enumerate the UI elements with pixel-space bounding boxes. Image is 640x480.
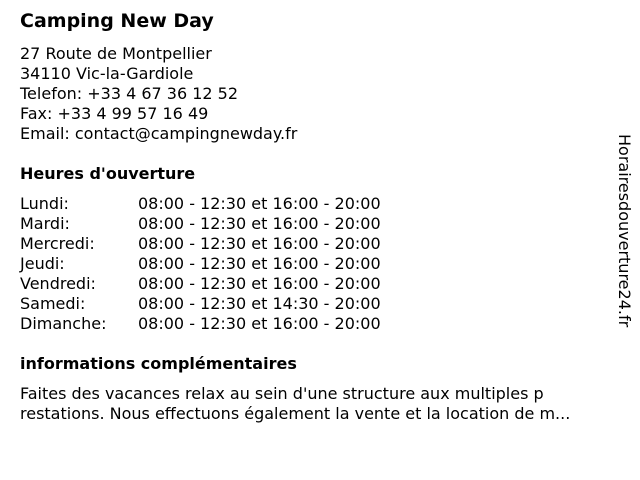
- time-range: 08:00 - 12:30 et 16:00 - 20:00: [138, 194, 381, 213]
- contact-block: [20, 44, 297, 144]
- business-name: Camping New Day: [20, 10, 214, 32]
- info-description: [20, 384, 620, 424]
- day-label: Vendredi:: [20, 274, 96, 293]
- site-watermark-text: Horairesdouverture24.fr: [615, 134, 634, 328]
- day-label: Dimanche:: [20, 314, 107, 333]
- fax-number: Fax: +33 4 99 57 16 49: [20, 104, 209, 123]
- day-label: Jeudi:: [20, 254, 65, 273]
- hours-table: [20, 194, 420, 334]
- time-range: 08:00 - 12:30 et 14:30 - 20:00: [138, 294, 381, 313]
- info-line-2: restations. Nous effectuons également la vente et la location de m...: [20, 404, 571, 423]
- time-range: 08:00 - 12:30 et 16:00 - 20:00: [138, 214, 381, 233]
- info-heading: informations complémentaires: [20, 354, 297, 373]
- hours-row: [20, 274, 420, 294]
- day-label: Lundi:: [20, 194, 69, 213]
- day-label: Mardi:: [20, 214, 70, 233]
- hours-row: [20, 194, 420, 214]
- hours-row: [20, 254, 420, 274]
- hours-row: [20, 234, 420, 254]
- time-range: 08:00 - 12:30 et 16:00 - 20:00: [138, 314, 381, 333]
- hours-row: [20, 314, 420, 334]
- hours-row: [20, 214, 420, 234]
- day-label: Mercredi:: [20, 234, 95, 253]
- email-address: Email: contact@campingnewday.fr: [20, 124, 298, 143]
- info-line-1: Faites des vacances relax au sein d'une structure aux multiples p: [20, 384, 544, 403]
- site-watermark: [612, 134, 636, 370]
- phone-number: Telefon: +33 4 67 36 12 52: [20, 84, 239, 103]
- address-line-2: 34110 Vic-la-Gardiole: [20, 64, 194, 83]
- time-range: 08:00 - 12:30 et 16:00 - 20:00: [138, 274, 381, 293]
- hours-heading: Heures d'ouverture: [20, 164, 196, 183]
- hours-row: [20, 294, 420, 314]
- day-label: Samedi:: [20, 294, 86, 313]
- address-line-1: 27 Route de Montpellier: [20, 44, 212, 63]
- time-range: 08:00 - 12:30 et 16:00 - 20:00: [138, 234, 381, 253]
- time-range: 08:00 - 12:30 et 16:00 - 20:00: [138, 254, 381, 273]
